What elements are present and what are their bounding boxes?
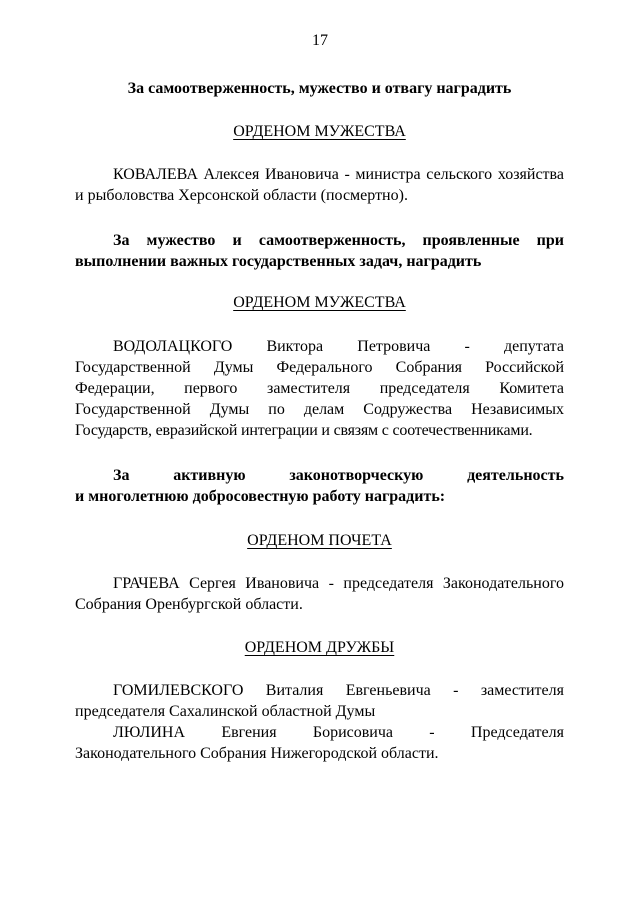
heading-first-line <box>75 465 564 486</box>
recipient-surname: ВОДОЛАЦКОГО <box>113 338 233 355</box>
section-2-heading <box>75 230 564 272</box>
section-2-order-title: ОРДЕНОМ МУЖЕСТВА <box>233 294 406 311</box>
heading-word: За <box>113 467 130 484</box>
recipient-position-word: заместителя <box>480 682 564 699</box>
dash: - <box>429 724 435 741</box>
recipient-position-word: депутата <box>503 338 564 355</box>
heading-word: деятельность <box>467 467 564 484</box>
dash: - <box>453 682 459 699</box>
heading-line: За мужество и самоотверженность, проявленные при <box>113 232 564 249</box>
section-4-recipients <box>75 680 564 764</box>
recipient-patronymic: Петровича <box>357 338 431 355</box>
heading-word: активную <box>173 467 246 484</box>
recipient-line: Государственной Думы по делам Содружества Независимых <box>75 401 564 418</box>
recipient-line: КОВАЛЕВА Алексея Ивановича - министра сельского хозяйства <box>113 166 564 183</box>
section-4-order-title: ОРДЕНОМ ДРУЖБЫ <box>244 639 395 656</box>
recipient-line: Федерации, первого заместителя председателя Комитета <box>75 380 564 397</box>
recipient-first-line <box>75 680 564 701</box>
recipient-line: Законодательного Собрания Нижегородской области. <box>75 745 439 762</box>
recipient-line: и рыболовства Херсонской области (посмертно). <box>75 187 408 204</box>
recipient-name: Виталия <box>265 682 324 699</box>
recipient-name: Виктора <box>266 338 324 355</box>
recipient-line: председателя Сахалинской областной Думы <box>75 703 376 720</box>
recipient-patronymic: Евгеньевича <box>345 682 431 699</box>
recipient-line: ГРАЧЕВА Сергея Ивановича - председателя Законодательного <box>113 575 564 592</box>
dash: - <box>464 338 470 355</box>
recipient-line: Государственной Думы Федерального Собрания Российской <box>75 359 564 376</box>
recipient-first-line <box>75 722 564 743</box>
recipient-line: Собрания Оренбургской области. <box>75 596 303 613</box>
section-2-recipient <box>75 336 564 441</box>
heading-word: законотворческую <box>289 467 424 484</box>
heading-line: и многолетнюю добросовестную работу наградить: <box>75 488 446 505</box>
recipient-line: Государств, евразийской интеграции и связям с соотечественниками. <box>75 422 533 439</box>
heading-line: выполнении важных государственных задач, наградить <box>75 253 482 270</box>
recipient-surname: ЛЮЛИНА <box>113 724 186 741</box>
recipient-surname: ГОМИЛЕВСКОГО <box>113 682 244 699</box>
section-1-heading: За самоотверженность, мужество и отвагу наградить <box>127 80 512 97</box>
section-3-recipient <box>75 573 564 615</box>
recipient-patronymic: Борисовича <box>312 724 393 741</box>
section-1-recipient <box>75 164 564 206</box>
page-number: 17 <box>312 32 328 49</box>
recipient-first-line <box>75 336 564 357</box>
recipient-position-word: Председателя <box>470 724 564 741</box>
section-3-heading <box>75 465 564 507</box>
section-1-order-title: ОРДЕНОМ МУЖЕСТВА <box>233 123 406 140</box>
section-3-order-title: ОРДЕНОМ ПОЧЕТА <box>247 532 392 549</box>
recipient-name: Евгения <box>221 724 277 741</box>
